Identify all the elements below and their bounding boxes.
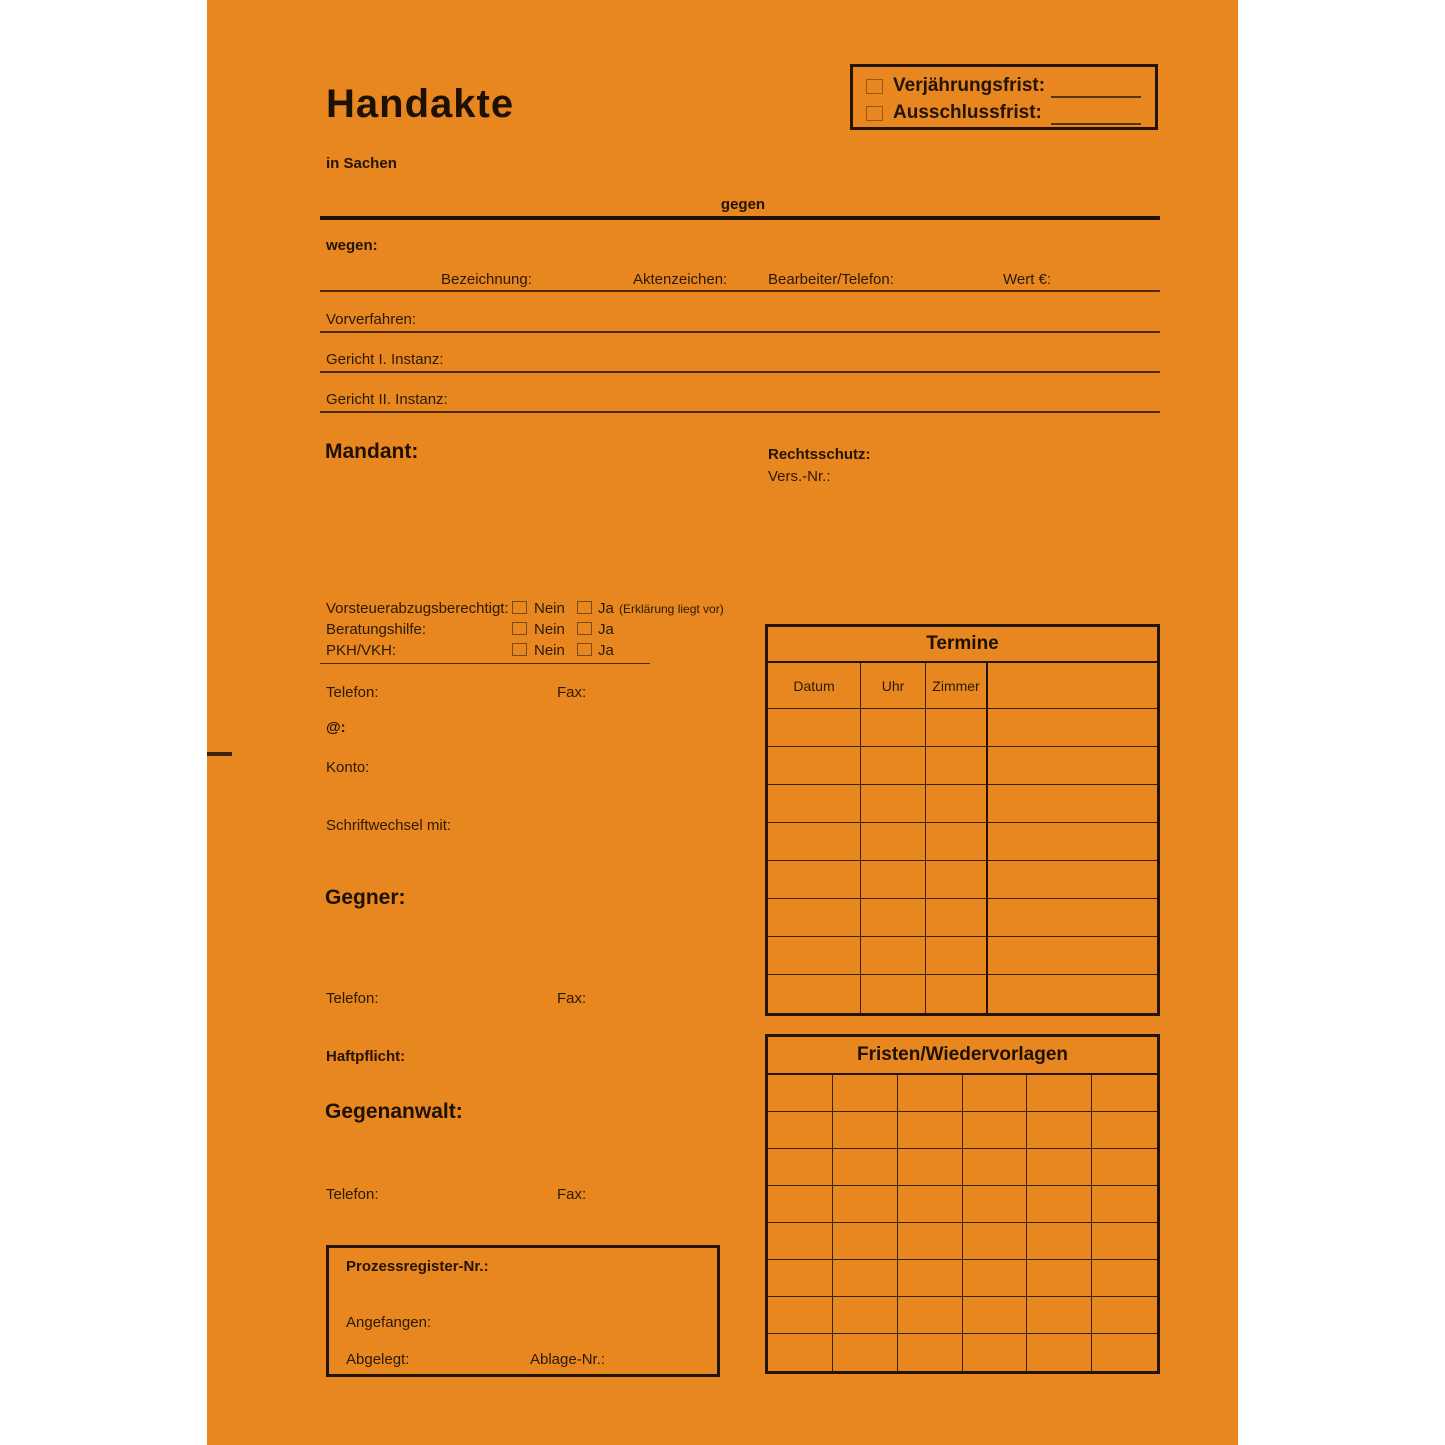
termine-col-zimmer: Zimmer [926,663,988,709]
table-cell [1092,1112,1157,1149]
fold-mark [207,752,232,756]
table-cell [833,1223,898,1260]
vorsteuer-ja-checkbox [577,601,592,614]
table-row [768,1112,1157,1149]
table-cell [1027,1297,1092,1334]
table-cell [768,747,861,785]
table-cell [861,709,926,747]
verjaehrungsfrist-label: Verjährungsfrist: [893,75,1046,96]
termine-col-notes [988,663,1157,709]
table-cell [963,1260,1028,1297]
table-cell [1027,1260,1092,1297]
handakte-sheet [207,0,1238,1445]
haftpflicht-label: Haftpflicht: [326,1048,406,1065]
vorsteuer-nein-checkbox [512,601,527,614]
konto-label: Konto: [326,759,370,776]
termine-title: Termine [768,627,1157,663]
table-cell [768,1149,833,1186]
termine-table [765,624,1160,1016]
ausschlussfrist-blank [1051,123,1141,125]
table-cell [963,1297,1028,1334]
vorsteuer-label: Vorsteuerabzugsberechtigt: [326,600,509,617]
rechtsschutz-label: Rechtsschutz: [768,446,871,463]
vorverfahren-label: Vorverfahren: [326,311,417,328]
table-cell [898,1186,963,1223]
table-row [768,1075,1157,1112]
table-cell [1027,1075,1092,1112]
table-cell [898,1223,963,1260]
page-title: Handakte [326,82,515,126]
bezeichnung-label: Bezeichnung: [441,271,532,288]
table-row [768,785,1157,823]
beratungshilfe-ja-checkbox [577,622,592,635]
gericht-1-label: Gericht I. Instanz: [326,351,444,368]
gegner-fax-label: Fax: [557,990,587,1007]
table-cell [1027,1186,1092,1223]
table-cell [861,937,926,975]
pkh-label: PKH/VKH: [326,642,397,659]
table-cell [963,1223,1028,1260]
schriftwechsel-label: Schriftwechsel mit: [326,817,452,834]
table-cell [1027,1112,1092,1149]
table-cell [988,823,1157,861]
table-cell [861,823,926,861]
table-row [768,1223,1157,1260]
table-cell [768,823,861,861]
table-cell [898,1075,963,1112]
fristen-body [768,1075,1157,1371]
gericht-2-rule [320,411,1160,413]
beratungshilfe-ja-label: Ja [598,621,614,638]
table-row [768,1297,1157,1334]
table-row [768,1149,1157,1186]
table-cell [926,899,988,937]
table-cell [768,1223,833,1260]
table-cell [768,937,861,975]
pkh-ja-checkbox [577,643,592,656]
table-cell [833,1149,898,1186]
table-cell [768,975,861,1013]
table-cell [768,1297,833,1334]
gegen-line [320,216,1160,220]
in-sachen-label: in Sachen [326,155,397,172]
table-cell [926,709,988,747]
fristen-title: Fristen/Wiedervorlagen [768,1037,1157,1075]
table-cell [768,1186,833,1223]
pkh-ja-label: Ja [598,642,614,659]
table-cell [988,899,1157,937]
table-cell [768,709,861,747]
table-cell [1092,1186,1157,1223]
table-cell [926,785,988,823]
table-cell [898,1334,963,1371]
beratungshilfe-label: Beratungshilfe: [326,621,427,638]
email-label: @: [326,719,346,736]
termine-body [768,709,1157,1013]
ausschlussfrist-label: Ausschlussfrist: [893,102,1042,123]
ausschlussfrist-checkbox [866,106,883,121]
table-cell [861,785,926,823]
table-cell [1092,1297,1157,1334]
termine-col-uhr: Uhr [861,663,926,709]
gericht-1-rule [320,371,1160,373]
table-row [768,709,1157,747]
table-cell [768,1334,833,1371]
mandant-fax-label: Fax: [557,684,587,701]
table-cell [833,1334,898,1371]
table-row [768,1334,1157,1371]
table-row [768,937,1157,975]
prozessregister-nr-label: Prozessregister-Nr.: [346,1258,489,1275]
wert-label: Wert €: [1003,271,1052,288]
table-cell [1092,1223,1157,1260]
table-cell [861,861,926,899]
table-cell [988,747,1157,785]
bearbeiter-telefon-label: Bearbeiter/Telefon: [768,271,894,288]
table-cell [833,1260,898,1297]
table-cell [988,975,1157,1013]
vorverfahren-rule [320,331,1160,333]
verjaehrungsfrist-blank [1051,96,1141,98]
table-cell [1092,1334,1157,1371]
table-cell [898,1112,963,1149]
gericht-2-label: Gericht II. Instanz: [326,391,448,408]
table-cell [963,1149,1028,1186]
check-rule [320,663,650,664]
table-cell [988,937,1157,975]
table-cell [768,899,861,937]
table-cell [833,1075,898,1112]
table-cell [926,823,988,861]
mandant-telefon-label: Telefon: [326,684,379,701]
table-cell [926,975,988,1013]
table-cell [768,1112,833,1149]
gegenanwalt-fax-label: Fax: [557,1186,587,1203]
vers-nr-label: Vers.-Nr.: [768,468,831,485]
mandant-heading: Mandant: [325,440,419,463]
table-cell [988,709,1157,747]
table-cell [963,1186,1028,1223]
table-cell [1027,1334,1092,1371]
table-row [768,899,1157,937]
table-cell [898,1149,963,1186]
gegner-heading: Gegner: [325,886,406,909]
table-cell [1092,1260,1157,1297]
table-cell [1027,1149,1092,1186]
table-cell [768,861,861,899]
pkh-nein-label: Nein [534,642,565,659]
table-row [768,823,1157,861]
vorsteuer-nein-label: Nein [534,600,565,617]
verjaehrungsfrist-checkbox [866,79,883,94]
gegenanwalt-heading: Gegenanwalt: [325,1100,463,1123]
table-cell [861,975,926,1013]
table-row [768,1186,1157,1223]
table-cell [898,1297,963,1334]
prozessregister-box [326,1245,720,1377]
ablage-nr-label: Ablage-Nr.: [530,1351,606,1368]
table-cell [861,899,926,937]
table-cell [963,1075,1028,1112]
table-cell [926,861,988,899]
table-row [768,1260,1157,1297]
detail-rule [320,290,1160,292]
pkh-nein-checkbox [512,643,527,656]
table-cell [988,861,1157,899]
table-row [768,747,1157,785]
angefangen-label: Angefangen: [346,1314,432,1331]
table-cell [1027,1223,1092,1260]
table-row [768,861,1157,899]
table-cell [1092,1075,1157,1112]
gegen-label: gegen [720,196,766,213]
vorsteuer-ja-label: Ja [598,600,614,617]
beratungshilfe-nein-label: Nein [534,621,565,638]
fristen-table [765,1034,1160,1374]
table-cell [963,1112,1028,1149]
table-cell [898,1260,963,1297]
table-cell [963,1334,1028,1371]
table-cell [833,1297,898,1334]
table-cell [926,937,988,975]
table-cell [861,747,926,785]
gegner-telefon-label: Telefon: [326,990,379,1007]
termine-header-row [768,663,1157,709]
table-cell [833,1186,898,1223]
table-cell [833,1112,898,1149]
vorsteuer-note: (Erklärung liegt vor) [619,602,724,616]
termine-col-datum: Datum [768,663,861,709]
aktenzeichen-label: Aktenzeichen: [633,271,728,288]
gegenanwalt-telefon-label: Telefon: [326,1186,379,1203]
abgelegt-label: Abgelegt: [346,1351,410,1368]
deadline-box [850,64,1158,130]
table-row [768,975,1157,1013]
table-cell [768,785,861,823]
table-cell [926,747,988,785]
table-cell [988,785,1157,823]
wegen-label: wegen: [326,237,378,254]
beratungshilfe-nein-checkbox [512,622,527,635]
table-cell [768,1075,833,1112]
table-cell [768,1260,833,1297]
table-cell [1092,1149,1157,1186]
